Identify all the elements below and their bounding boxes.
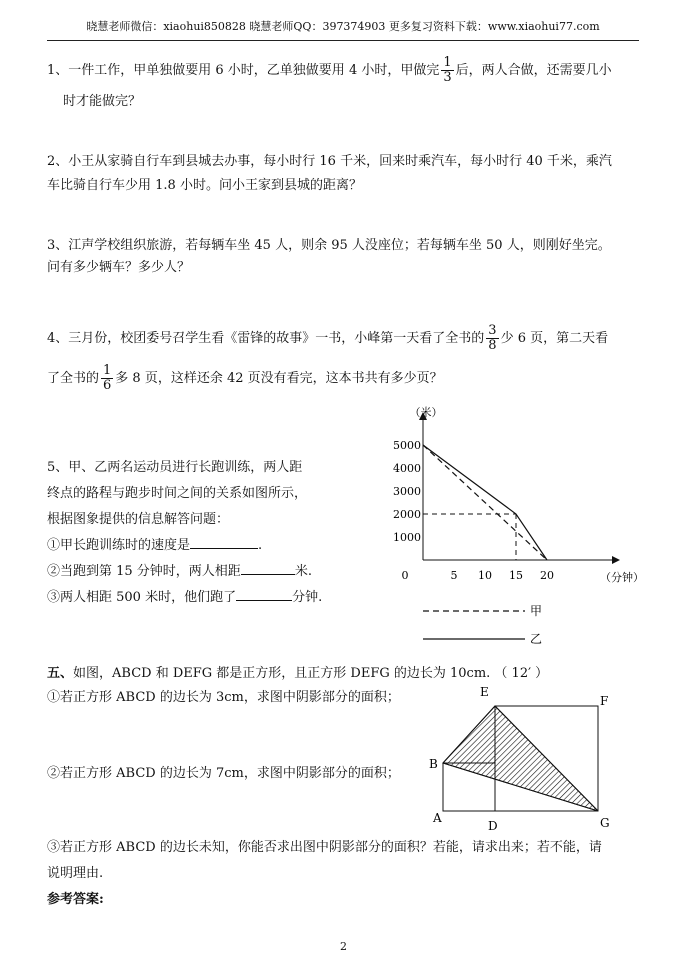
q4-line1-post: 少 6 页，第二天看 <box>500 331 609 346</box>
y-tick-label-4000: 4000 <box>393 462 421 475</box>
question-3-line-1: 3、江声学校组织旅游，若每辆车坐 45 人，则余 95 人没座位；若每辆车坐 50 人，则刚好坐完。 <box>47 238 611 253</box>
y-tick-label-1000: 1000 <box>393 531 421 544</box>
x-tick-label-5: 5 <box>450 569 458 582</box>
shaded-triangle <box>443 706 598 811</box>
q1-text-post: 后，两人合做，还需要几小 <box>455 63 612 78</box>
label-d: D <box>488 819 498 833</box>
q1-fraction-numerator: 1 <box>443 55 452 70</box>
q4-line2-post: 多 8 页，这样还余 42 页没有看完，这本书共有多少页？ <box>115 371 443 386</box>
question-5-line-1: 5、甲、乙两名运动员进行长跑训练，两人距 <box>47 460 303 475</box>
q5-sub3-suffix: 分钟. <box>292 590 323 605</box>
q5-sub1-suffix: . <box>258 538 263 553</box>
x-tick-label-15: 15 <box>509 569 523 582</box>
y-axis-label: （米） <box>409 406 443 419</box>
question-2-line-1: 2、小王从家骑自行车到县城去办事，每小时行 16 千米，回来时乘汽车，每小时行 40 千米，乘汽 <box>47 154 612 169</box>
question-6-sub-2: ②若正方形 ABCD 的边长为 7cm，求图中阴影部分的面积； <box>47 766 400 781</box>
question-5-line-3: 根据图象提供的信息解答问题： <box>47 512 230 527</box>
question-6-sub-1: ①若正方形 ABCD 的边长为 3cm，求图中阴影部分的面积； <box>47 690 400 705</box>
label-b: B <box>429 757 438 771</box>
q4-line1-pre: 4、三月份，校团委号召学生看《雷锋的故事》一书，小峰第一天看了全书的 <box>47 331 485 346</box>
x-axis-label: （分钟） <box>600 571 644 584</box>
q5-sub2-text: ②当跑到第 15 分钟时，两人相距 <box>47 564 241 579</box>
question-6-sub-3-line-2: 说明理由. <box>47 866 104 881</box>
q1-text-pre: 1、一件工作，甲单独做要用 6 小时，乙单独做要用 4 小时，甲做完 <box>47 63 440 78</box>
q5-sub1-text: ①甲长跑训练时的速度是 <box>47 538 191 553</box>
answer-heading: 参考答案: <box>47 892 104 907</box>
question-2-line-2: 车比骑自行车少用 1.8 小时。问小王家到县城的距离？ <box>47 178 362 193</box>
y-tick-label-3000: 3000 <box>393 485 421 498</box>
label-f: F <box>600 694 609 708</box>
legend-label-2: 乙 <box>530 632 543 646</box>
y-tick-label-2000: 2000 <box>393 508 421 521</box>
label-g: G <box>600 816 610 830</box>
q6-section-number: 五、 <box>47 666 74 681</box>
q4-fraction-2-numerator: 1 <box>103 363 112 378</box>
x-tick-label-10: 10 <box>478 569 492 582</box>
page-header: 晓慧老师微信：xiaohui850828 晓慧老师QQ：397374903 更多复习资料下载：www.xiaohui77.com <box>86 20 600 33</box>
label-e: E <box>480 685 489 699</box>
q5-sub3-text: ③两人相距 500 米时，他们跑了 <box>47 590 237 605</box>
y-tick-label-5000: 5000 <box>393 439 421 452</box>
page-number: 2 <box>340 940 347 953</box>
q4-line2-pre: 了全书的 <box>47 371 100 386</box>
q4-fraction-2-denominator: 6 <box>103 378 112 393</box>
question-6-sub-3-line-1: ③若正方形 ABCD 的边长未知，你能否求出图中阴影部分的面积？若能，请求出来；若不能，请 <box>47 840 602 855</box>
x-tick-label-20: 20 <box>540 569 554 582</box>
x-tick-label-0: 0 <box>401 569 409 582</box>
legend-label-1: 甲 <box>530 604 543 618</box>
question-1-line-2: 时才能做完？ <box>63 94 142 109</box>
q4-fraction-1-numerator: 3 <box>488 323 497 338</box>
q6-title-text: 如图，ABCD 和 DEFG 都是正方形，且正方形 DEFG 的边长为 10cm. （ 12′ ） <box>73 666 549 681</box>
q1-fraction-denominator: 3 <box>443 70 452 85</box>
question-3-line-2: 问有多少辆车？多少人？ <box>47 260 191 275</box>
label-a: A <box>433 811 442 825</box>
q5-sub2-suffix: 米. <box>294 564 312 579</box>
question-5-line-2: 终点的路程与跑步时间之间的关系如图所示， <box>47 486 308 501</box>
q4-fraction-1-denominator: 8 <box>488 338 497 353</box>
